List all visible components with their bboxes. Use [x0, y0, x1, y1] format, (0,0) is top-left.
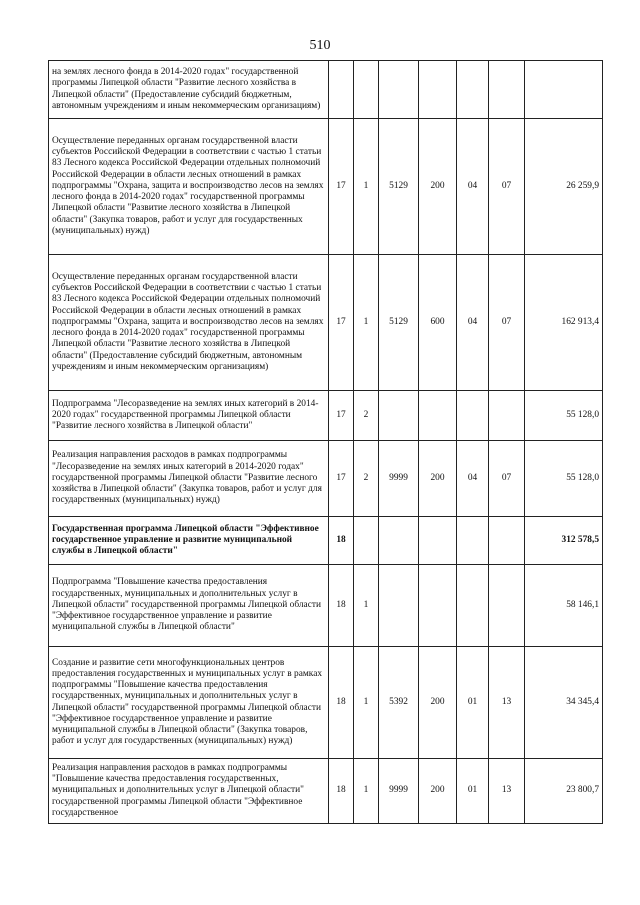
- subsection-code: [489, 517, 525, 565]
- table-row: [49, 119, 603, 255]
- direction-code: [379, 565, 419, 647]
- row-name: Реализация направления расходов в рамках подпрограммы "Лесоразведение на землях иных категорий в 2014-2020 годах" государственной программы Липецкой области "Развитие лесного хозяйства в Липецкой области" (Закупка товаров, работ и услуг для государственных (муниципальных) нужд): [49, 441, 329, 517]
- subprogram-code: 1: [354, 119, 379, 255]
- table-row: [49, 647, 603, 759]
- row-name: Осуществление переданных органам государственной власти субъектов Российской Федерации в соответствии с частью 1 статьи 83 Лесного кодекса Российской Федерации отдельных полномочий Российской Федерации в области лесных отношений в рамках подпрограммы "Охрана, защита и воспроизводство лесов на землях лесного фонда в 2014-2020 годах" государственной программы Липецкой области "Развитие лесного хозяйства в Липецкой области" (Предоставление субсидий бюджетным, автономным учреждениям и иным некоммерческим организациям): [49, 255, 329, 391]
- program-code: 18: [329, 759, 354, 824]
- program-code: 17: [329, 255, 354, 391]
- section-code: 01: [457, 759, 489, 824]
- section-code: 04: [457, 119, 489, 255]
- budget-table: [48, 60, 603, 824]
- program-code: 17: [329, 441, 354, 517]
- direction-code: 5129: [379, 119, 419, 255]
- row-name: Подпрограмма "Лесоразведение на землях иных категорий в 2014-2020 годах" государственной программы Липецкой области "Развитие лесного хозяйства в Липецкой области": [49, 391, 329, 441]
- subprogram-code: 1: [354, 255, 379, 391]
- direction-code: 5392: [379, 647, 419, 759]
- direction-code: 5129: [379, 255, 419, 391]
- row-name: на землях лесного фонда в 2014-2020 годах" государственной программы Липецкой области "Развитие лесного хозяйства в Липецкой области" (Предоставление субсидий бюджетным, автономным учреждениям и иным некоммерческим организациям): [49, 61, 329, 119]
- program-code: 18: [329, 517, 354, 565]
- row-name: Реализация направления расходов в рамках подпрограммы "Повышение качества предоставления государственных, муниципальных и дополнительных услуг в Липецкой области" государственной программы Липецкой области "Эффективное государственное: [49, 759, 329, 824]
- subsection-code: 13: [489, 759, 525, 824]
- subprogram-code: 1: [354, 759, 379, 824]
- table-row: [49, 61, 603, 119]
- expense-type-code: [419, 61, 457, 119]
- direction-code: [379, 391, 419, 441]
- amount: 312 578,5: [525, 517, 603, 565]
- subprogram-code: [354, 61, 379, 119]
- direction-code: [379, 517, 419, 565]
- row-name: Создание и развитие сети многофункциональных центров предоставления государственных и муниципальных услуг в рамках подпрограммы "Повышение качества предоставления государственных, муниципальных и дополнительных услуг в Липецкой области" государственной программы Липецкой области "Эффективное государственное управление и развитие муниципальной службы в Липецкой области" (Закупка товаров, работ и услуг для государственных (муниципальных) нужд): [49, 647, 329, 759]
- subsection-code: [489, 565, 525, 647]
- program-code: 17: [329, 119, 354, 255]
- section-code: [457, 565, 489, 647]
- program-code: 17: [329, 391, 354, 441]
- section-code: 01: [457, 647, 489, 759]
- program-code: 18: [329, 647, 354, 759]
- direction-code: 9999: [379, 759, 419, 824]
- subprogram-code: 2: [354, 441, 379, 517]
- table-row: [49, 441, 603, 517]
- amount: 162 913,4: [525, 255, 603, 391]
- row-name: Подпрограмма "Повышение качества предоставления государственных, муниципальных и дополнительных услуг в Липецкой области" государственной программы Липецкой области "Эффективное государственное управление и развитие муниципальной службы в Липецкой области": [49, 565, 329, 647]
- expense-type-code: 200: [419, 441, 457, 517]
- subsection-code: 13: [489, 647, 525, 759]
- amount: 55 128,0: [525, 441, 603, 517]
- table-row: [49, 517, 603, 565]
- amount: 26 259,9: [525, 119, 603, 255]
- expense-type-code: 600: [419, 255, 457, 391]
- amount: 58 146,1: [525, 565, 603, 647]
- section-code: 04: [457, 441, 489, 517]
- amount: 55 128,0: [525, 391, 603, 441]
- amount: 34 345,4: [525, 647, 603, 759]
- section-code: [457, 391, 489, 441]
- program-code: [329, 61, 354, 119]
- table-row: [49, 565, 603, 647]
- row-name: Государственная программа Липецкой области "Эффективное государственное управление и развитие муниципальной службы в Липецкой области": [49, 517, 329, 565]
- section-code: [457, 517, 489, 565]
- amount: [525, 61, 603, 119]
- subsection-code: 07: [489, 255, 525, 391]
- subprogram-code: 2: [354, 391, 379, 441]
- table-row: [49, 759, 603, 824]
- subprogram-code: 1: [354, 565, 379, 647]
- table-row: [49, 391, 603, 441]
- direction-code: [379, 61, 419, 119]
- expense-type-code: [419, 565, 457, 647]
- subsection-code: [489, 391, 525, 441]
- program-code: 18: [329, 565, 354, 647]
- expense-type-code: 200: [419, 759, 457, 824]
- direction-code: 9999: [379, 441, 419, 517]
- expense-type-code: 200: [419, 119, 457, 255]
- table-row: [49, 255, 603, 391]
- amount: 23 800,7: [525, 759, 603, 824]
- row-name: Осуществление переданных органам государственной власти субъектов Российской Федерации в соответствии с частью 1 статьи 83 Лесного кодекса Российской Федерации отдельных полномочий Российской Федерации в области лесных отношений в рамках подпрограммы "Охрана, защита и воспроизводство лесов на землях лесного фонда в 2014-2020 годах" государственной программы Липецкой области "Развитие лесного хозяйства в Липецкой области" (Закупка товаров, работ и услуг для государственных (муниципальных) нужд): [49, 119, 329, 255]
- subprogram-code: 1: [354, 647, 379, 759]
- section-code: [457, 61, 489, 119]
- expense-type-code: [419, 517, 457, 565]
- subsection-code: 07: [489, 441, 525, 517]
- expense-type-code: [419, 391, 457, 441]
- page-number: 510: [309, 38, 331, 53]
- subprogram-code: [354, 517, 379, 565]
- subsection-code: 07: [489, 119, 525, 255]
- expense-type-code: 200: [419, 647, 457, 759]
- subsection-code: [489, 61, 525, 119]
- section-code: 04: [457, 255, 489, 391]
